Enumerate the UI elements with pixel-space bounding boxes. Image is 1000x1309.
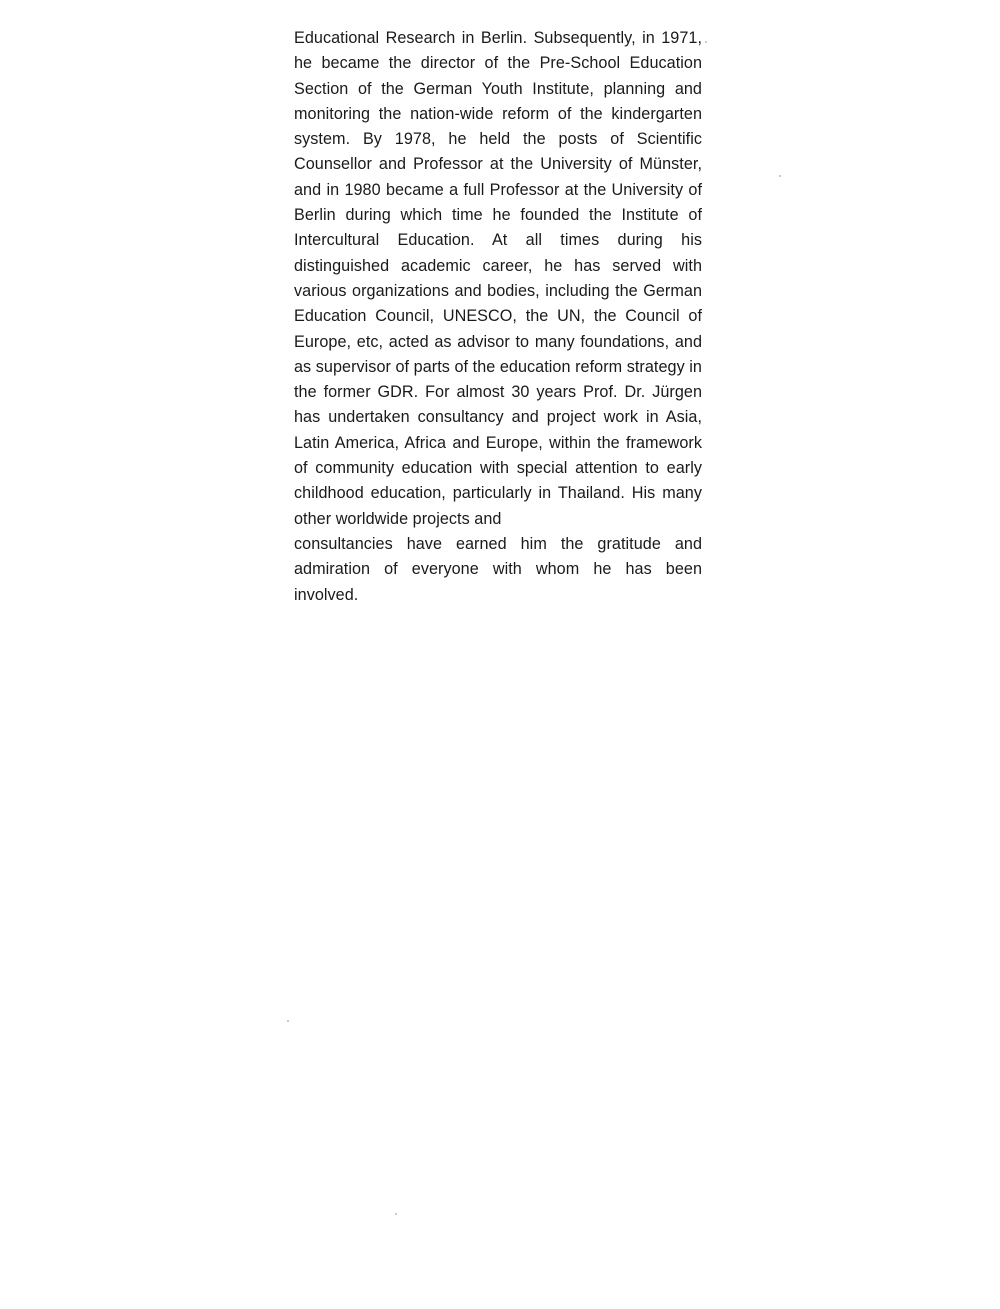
body-paragraph-part-2: consultancies have earned him the gratitude and admiration of everyone with whom he has been involved. [294, 534, 702, 604]
scan-speck [287, 1020, 289, 1022]
scan-speck [395, 1213, 397, 1215]
body-paragraph-part-1: Educational Research in Berlin. Subsequently, in 1971, he became the director of the Pre-School Education Section of the German Youth Institute, planning and monitoring the nation-wide reform of the kindergarten system. By 1978, he held the posts of Scientific Counsellor and Professor at the University of Münster, and in 1980 became a full Professor at the University of Berlin during which time he founded the Institute of Intercultural Education. At all times during his distinguished academic career, he has served with various organizations and bodies, including the German Education Council, UNESCO, the UN, the Council of Europe, etc, acted as advisor to many foundations, and as supervisor of parts of the education reform strategy in the former GDR. For almost 30 years Prof. Dr. Jürgen has undertaken consultancy and project work in Asia, Latin America, Africa and Europe, within the framework of community education with special attention to early childhood education, particularly in Thailand. His many other worldwide projects and [294, 29, 702, 528]
scan-speck [779, 175, 781, 177]
scan-speck [705, 41, 707, 43]
body-text-column [294, 26, 702, 608]
